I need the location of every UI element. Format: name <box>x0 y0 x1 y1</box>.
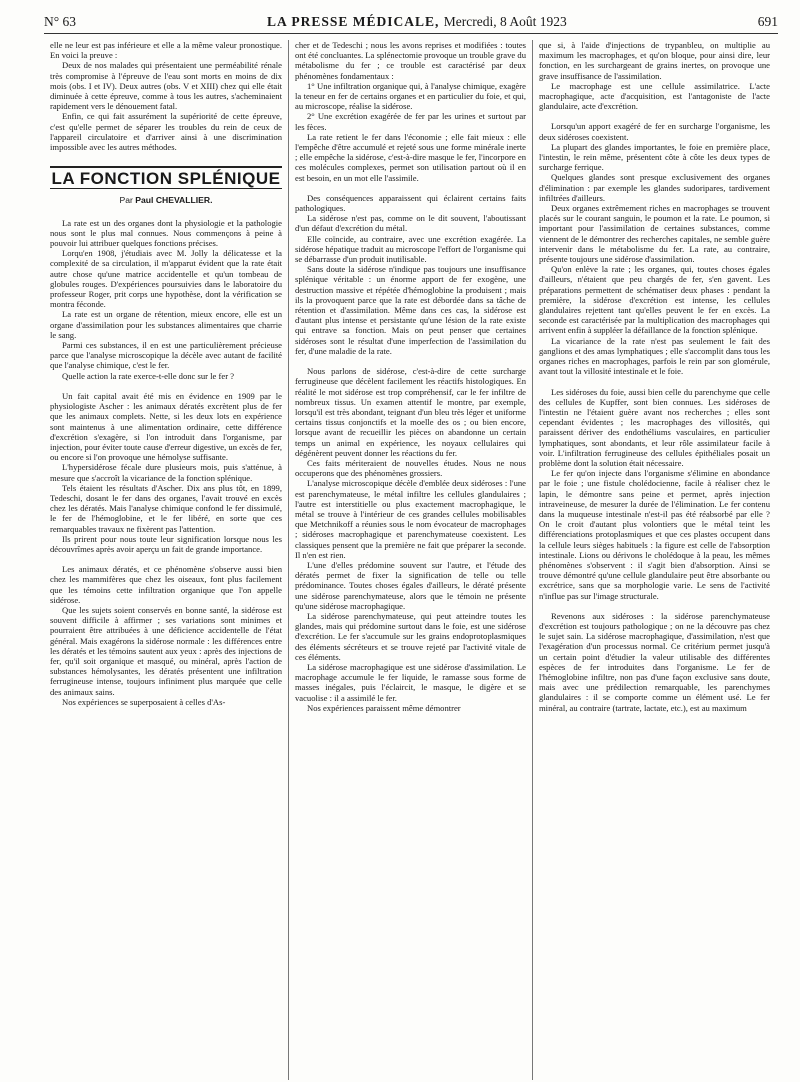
paragraph: Ces faits mériteraient de nouvelles études. Nous ne nous occuperons que des phénomènes grossiers. <box>295 457 526 479</box>
paragraph: Sans doute la sidérose n'indique pas toujours une insuffisance splénique véritable : un énorme apport de fer exogène, une destruction massive et répétée d'hémoglobine la produisent ; mais ils la provoquent parce que la rate est débordée dans sa tâche de rétention et d'assimilation. Même dans ces cas, la sidérose est d'autant plus intense et persistante qu'une lésion de la rate existe qui entrave sa fonction. Mais on peut penser que certaines sidéroses sont le résultat d'une imperfection de l'assimilation du fer, d'une maladie de la rate. <box>295 264 526 356</box>
paragraph: La sidérose n'est pas, comme on le dit souvent, l'aboutissant d'un défaut d'excrétion du métal. <box>295 213 526 234</box>
paragraph: Nos expériences se superposaient à celles d'As- <box>62 696 226 707</box>
text-columns <box>44 40 778 1080</box>
paragraph: Des conséquences apparaissent qui éclairent certains faits pathologiques. <box>295 192 526 214</box>
paragraph: elle ne leur est pas inférieure et elle a la même valeur pronostique. En voici la preuve : <box>50 40 282 61</box>
paragraph: 2° Une excrétion exagérée de fer par les urines et surtout par les fèces. <box>295 111 526 132</box>
paragraph: La plupart des glandes importantes, le foie en première place, l'intestin, le rein même, présentent côte à côte les deux types de surcharge ferrique. <box>539 141 770 173</box>
journal-name: LA PRESSE MÉDICALE, <box>267 14 440 29</box>
paragraph: Tels étaient les résultats d'Ascher. Dix ans plus tôt, en 1899, Tedeschi, dosant le fer dans des organes, l'avait trouvé en excès chez les dératés. Mais l'analyse chimique confond le fer dissimulé, le fer de l'hémoglobine, et le fer libéré, en sorte que ces remarquables travaux ne fixèrent pas l'attention. <box>50 482 282 534</box>
paragraph: cher et de Tedeschi ; nous les avons reprises et modifiées : toutes ont été concluantes. La splénectomie provoque un trouble grave du métabolisme du fer ; ce trouble est caractérisé par deux phénomènes fondamentaux : <box>295 40 526 81</box>
paragraph: Enfin, ce qui fait assurément la supériorité de cette épreuve, c'est qu'elle permet de séparer les troubles du rein de ceux de l'appareil circulatoire et d'arriver ainsi à une discrimination impossible avec les autres méthodes. <box>50 111 282 153</box>
paragraph: L'une d'elles prédomine souvent sur l'autre, et l'étude des dératés permet de fixer la signification de telle ou telle prédominance. Toutes choses égales d'ailleurs, le dératé présente une sidérose parenchymateuse, alors que le témoin ne présente qu'une sidérose macrophagique. <box>295 559 526 611</box>
paragraph: Elle coïncide, au contraire, avec une excrétion exagérée. La sidérose hépatique traduit au microscope l'effort de l'organisme qui se débarrasse d'un produit inutilisable. <box>295 233 526 265</box>
column-2 <box>288 40 532 1080</box>
journal-title <box>267 14 567 30</box>
paragraph: La rate est un organe de rétention, mieux encore, elle est un organe d'assimilation pour les substances alimentaires que charrie le sang. <box>50 309 282 340</box>
byline-prefix: Par <box>119 195 133 206</box>
paragraph: Quelques glandes sont presque exclusivement des organes d'élimination : par exemple les glandes sudoripares, tardivement infiltrées d'ailleurs. <box>539 172 770 203</box>
article-title-block <box>50 166 282 189</box>
paragraph: Que les sujets soient conservés en bonne santé, la sidérose est souvent difficile à affirmer ; ses variations sont minimes et pourraient être attribuées à une déficience accidentelle de l'état général. Mais exagérons la sidérose normale : les différences entre les dératés et les témoins sautent aux yeux : après des injections de fer, qu'il soit organique et masqué, ou minéral, après l'action de substances hémolysantes, les dératés présentent une infiltration ferrugineuse intense, toujours infiniment plus marquée que celle des animaux sains. <box>50 604 282 697</box>
paragraph: La vicariance de la rate n'est pas seulement le fait des ganglions et des amas lymphatiques ; elle s'accomplit dans tous les organes riches en macrophages, parfois le rein par son glomérule, avant tout la villosité intestinale et le foie. <box>539 335 770 377</box>
paragraph: Revenons aux sidéroses : la sidérose parenchymateuse d'excrétion est toujours pathologique ; on ne la découvre pas chez le sujet sain. La sidérose macrophagique, d'assimilation, n'est que l'exagération d'un processus normal. Ce critérium permet jusqu'à un certain point d'étudier la valeur utilisable des différentes espèces de fer introduites dans l'organisme. Le fer de l'hémoglobine infiltre, non pas d'une façon exclusive sans doute, mais avec une prédilection remarquable, les parenchymes glandulaires : il se comporte comme un élément usé. Le fer minéral, au contraire (tartrate, lactate, etc.), est au maximum <box>539 610 770 713</box>
paragraph: La rate retient le fer dans l'économie ; elle fait mieux : elle l'empêche d'être accumulé et rejeté sous une forme minérale inerte ; elle empêche la sidérose, c'est-à-dire masque le fer, l'incorpore en ces molécules complexes, permet son utilisation partout où il en est besoin, en un mot elle l'assimile. <box>295 131 526 183</box>
paragraph: Quelle action la rate exerce-t-elle donc sur le fer ? <box>62 370 235 381</box>
paragraph: Qu'on enlève la rate ; les organes, qui, toutes choses égales d'ailleurs, n'étaient que peu chargés de fer, s'en gavent. Les préparations permettent de schématiser deux phases : pendant la première, la sidérose d'excrétion est intense, les cellules glandulaires rejettent tant qu'elles peuvent le fer en excès. La seconde est caractérisée par la multiplication des macrophages qui arrivent enfin à suppléer la défaillance de la fonction splénique. <box>539 264 770 336</box>
paragraph: La sidérose macrophagique est une sidérose d'assimilation. Le macrophage accumule le fer liquide, le ramasse sous forme de masses inégales, puis l'éclaircit, le masque, le digère et se vacuolise : il a assimilé le fer. <box>295 661 526 703</box>
paragraph: Deux organes extrêmement riches en macrophages se trouvent placés sur le courant sanguin, le poumon et la rate. Le poumon, si important pour l'assimilation de certaines substances, comme viennent de le démontrer des recherches capitales, ne semble guère intervenir dans le métabolisme du fer. La rate, au contraire, présente toujours une sidérose d'assimilation. <box>539 203 770 265</box>
paragraph: La sidérose parenchymateuse, qui peut atteindre toutes les glandes, mais qui prédomine surtout dans le foie, est une sidérose d'excrétion. Le fer s'accumule sur les grains endoprotoplasmiques des éléments sécréteurs et se trouve rejeté par l'activité vitale de ces éléments. <box>295 610 526 662</box>
paragraph: L'analyse microscopique décèle d'emblée deux sidéroses : l'une est parenchymateuse, le métal infiltre les cellules glandulaires ; l'autre est interstitielle ou plus exactement macrophagique, le métal se trouve à l'intérieur de ces grandes cellules mobilisables que Metchnikoff a réunies sous le nom évocateur de macrophages ; sidéroses macrophagique et parenchymateuse coexistent. Les classiques pensent que la première ne fait que préparer la seconde. Il n'en est rien. <box>295 478 526 560</box>
paragraph: que si, à l'aide d'injections de trypanbleu, on multiplie au maximum les macrophages, et qu'on bloque, pour ainsi dire, leur fonction, en les surchargeant de grains inertes, on provoque une grave insuffisance de l'assimilation. <box>539 40 770 81</box>
page-number: 691 <box>757 14 778 29</box>
paragraph: Les animaux dératés, et ce phénomène s'observe aussi bien chez les mammifères que chez les oiseaux, font plus facilement que les témoins cette infiltration organique que l'on appelle sidérose. <box>50 564 282 605</box>
issue-date: Mercredi, 8 Août 1923 <box>443 14 567 29</box>
paragraph: Parmi ces substances, il en est une particulièrement précieuse parce que l'analyse microscopique la décèle avec autant de facilité que l'analyse chimique, c'est le fer. <box>50 340 282 371</box>
paragraph: Le fer qu'on injecte dans l'organisme s'élimine en abondance par le foie ; une fistule cholédocienne, facile à réaliser chez le lapin, le démontre sans peine et permet, après injection intraveineuse, de mesurer la durée de l'élimination. Le fer contenu dans la muqueuse intestinale n'est-il pas été réabsorbé par elle ? On le croit d'autant plus volontiers que le métal teint les différenciations protoplasmiques et que ces plastes occupent dans la cellule leurs sièges habituels : la figure est celle de l'absorption intestinale. Lions ou dérivons le cholédoque à la peau, les mêmes phénomènes s'observent : il s'agit bien d'absorption. Ainsi se trouve démontré qu'une cellule glandulaire peut être absorbante ou excrétrice, sans que sa morphologie varie. Le sens de l'activité n'influe pas sur l'image structurale. <box>539 468 770 601</box>
page-header <box>44 14 778 34</box>
paragraph: Le macrophage est une cellule assimilatrice. L'acte macrophagique, acte d'acquisition, est l'antagoniste de l'acte glandulaire, acte d'excrétion. <box>539 80 770 112</box>
issue-number: N° 63 <box>44 14 77 29</box>
paragraph: Deux de nos malades qui présentaient une perméabilité rénale très compromise à l'épreuve de l'eau sont morts en moins de dix mois (obs. I et IV). Deux autres (obs. V et XIII) chez qui elle était diminuée à cette épreuve, comme à tous les autres, s'acheminaient rapidement vers le dénouement fatal. <box>50 60 282 112</box>
paragraph: L'hypersidérose fécale dure plusieurs mois, puis s'atténue, à mesure que s'accroît la vicariance de la fonction splénique. <box>50 462 282 483</box>
byline <box>50 195 282 205</box>
paragraph: Lorqu'en 1908, j'étudiais avec M. Jolly la délicatesse et la complexité de sa circulation, il m'apparut évident que la rate était autre chose qu'une matrice accidentelle et qu'un tombeau de globules rouges. D'expériences poursuivies dans le laboratoire du professeur Roger, prit corps une hypothèse, dont la vérification se montra féconde. <box>50 248 282 310</box>
column-3 <box>532 40 776 1080</box>
paragraph: La rate est un des organes dont la physiologie et la pathologie nous sont le plus mal connues. Nous commençons à peine à pouvoir lui attribuer quelques fonctions précises. <box>50 217 282 249</box>
author-name: Paul CHEVALLIER. <box>135 195 213 206</box>
paragraph: Lorsqu'un apport exagéré de fer en surcharge l'organisme, les deux sidéroses coexistent. <box>539 121 770 142</box>
paragraph: Nos expériences paraissent même démontrer <box>307 702 461 713</box>
paragraph: Un fait capital avait été mis en évidence en 1909 par le physiologiste Ascher : les animaux dératés excrètent plus de fer que les animaux complets. Nette, si les deux lots en expérience sont maintenus à une alimentation ordinaire, cette différence d'excrétion s'exagère, si l'on introduit dans l'organisme, par injection, pour éviter toute cause d'erreur digestive, un excès de fer, ou encore si l'on provoque une hémolyse suffisante. <box>50 390 282 463</box>
paragraph: Les sidéroses du foie, aussi bien celle du parenchyme que celle des cellules de Kupffer, sont bien connues. Les sidéroses de l'intestin ne l'étaient guère avant nos recherches ; elles sont cependant évidentes ; les macrophages des villosités, qui paraissent dériver des endothéliums vasculaires, en particulier lymphatiques, sont abondants, et leur rôle assimilateur facile à voir. L'infiltration ferrugineuse des cellules épithéliales posait un problème dont la solution était nécessaire. <box>539 386 770 468</box>
paragraph: Nous parlons de sidérose, c'est-à-dire de cette surcharge ferrugineuse que décèlent facilement les réactifs histologiques. En réalité le mot sidérose est trop compréhensif, car le fer infiltre de nombreux tissus. Un examen attentif le montre, par exemple, lorsqu'il est très abondant, teignant d'un bleu très léger et uniforme certains tissus conjonctifs et la moelle des os ; ou bien encore, lorsque avant de recueillir les pièces on abandonne un certain temps un animal en expérience, les noyaux cellulaires qui dégénèrent peuvent donner les réactions du fer. <box>295 366 526 458</box>
paragraph: Ils prirent pour nous toute leur signification lorsque nous les découvrîmes après avoir aperçu un fait de grande importance. <box>50 533 282 554</box>
paragraph: 1° Une infiltration organique qui, à l'analyse chimique, exagère la teneur en fer de certains organes et en particulier du foie, et qui, au microscope, réalise la sidérose. <box>295 80 526 112</box>
article-title: LA FONCTION SPLÉNIQUE <box>51 169 281 189</box>
column-1 <box>44 40 288 1080</box>
